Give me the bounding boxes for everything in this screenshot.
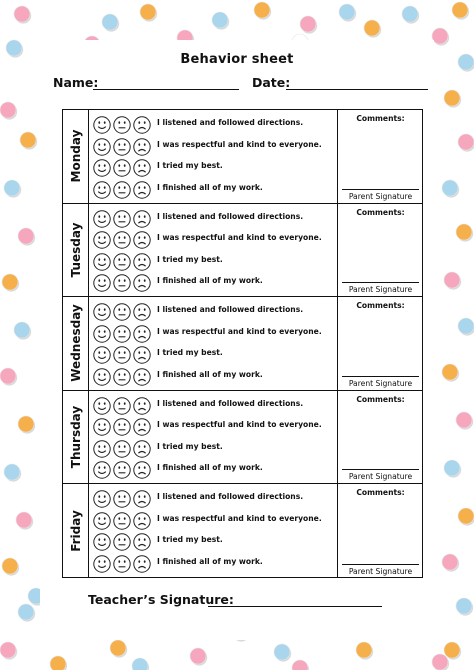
neutral-face-icon[interactable] [113, 181, 131, 199]
parent-signature-label: Parent Signature [348, 472, 413, 481]
neutral-face-icon[interactable] [113, 490, 131, 508]
statement-text: I listened and followed directions. [157, 492, 304, 501]
statement-text: I finished all of my work. [157, 369, 263, 379]
rating-faces [93, 368, 153, 386]
rating-faces [93, 210, 153, 228]
statement-text: I listened and followed directions. [157, 118, 304, 127]
sad-face-icon[interactable] [133, 512, 151, 530]
name-date-row [53, 75, 433, 93]
statement-rows [89, 110, 337, 203]
statement-row [89, 395, 337, 417]
rating-faces [93, 253, 153, 271]
parent-signature-label: Parent Signature [348, 191, 413, 201]
page-title: Behavior sheet [180, 52, 294, 67]
day-name: Monday [69, 129, 83, 183]
neutral-face-icon[interactable] [113, 210, 131, 228]
day-section-wednesday [63, 297, 422, 391]
rating-faces [93, 461, 153, 479]
comments-label: Comments: [356, 114, 405, 123]
rating-faces [93, 440, 153, 458]
teacher-signature-label: Teacher’s Signature: [88, 592, 234, 607]
statement-row [89, 416, 337, 438]
neutral-face-icon[interactable] [113, 368, 131, 386]
neutral-face-icon[interactable] [113, 116, 131, 134]
statement-row [89, 344, 337, 366]
parent-signature-line[interactable] [342, 282, 419, 283]
rating-faces [93, 397, 153, 415]
statement-rows [89, 484, 337, 578]
rating-faces [93, 274, 153, 292]
neutral-face-icon[interactable] [113, 397, 131, 415]
sad-face-icon[interactable] [133, 253, 151, 271]
day-section-thursday [63, 391, 422, 485]
statement-text: I finished all of my work. [157, 463, 263, 472]
sad-face-icon[interactable] [133, 461, 151, 479]
statement-text: I listened and followed directions. [157, 211, 304, 221]
parent-signature-line[interactable] [342, 376, 419, 377]
rating-faces [93, 555, 153, 573]
happy-face-icon[interactable] [93, 325, 111, 343]
statement-row [89, 136, 337, 158]
comments-cell[interactable] [337, 297, 423, 390]
statement-text: I finished all of my work. [157, 276, 263, 285]
statement-rows [89, 391, 337, 484]
statement-row [89, 157, 337, 179]
statement-row [89, 531, 337, 553]
rating-faces [93, 512, 153, 530]
day-label-cell [63, 297, 89, 390]
neutral-face-icon[interactable] [113, 274, 131, 292]
sad-face-icon[interactable] [133, 210, 151, 228]
rating-faces [93, 325, 153, 343]
happy-face-icon[interactable] [93, 210, 111, 228]
statement-text: I tried my best. [157, 441, 223, 451]
day-label-cell [63, 484, 89, 578]
comments-cell[interactable] [337, 204, 423, 297]
sad-face-icon[interactable] [133, 533, 151, 551]
happy-face-icon[interactable] [93, 440, 111, 458]
statement-rows [89, 204, 337, 297]
rating-faces [93, 181, 153, 199]
statement-text: I tried my best. [157, 348, 223, 357]
day-name: Wednesday [69, 304, 83, 383]
rating-faces [93, 418, 153, 436]
happy-face-icon[interactable] [93, 303, 111, 321]
sad-face-icon[interactable] [133, 303, 151, 321]
sad-face-icon[interactable] [133, 440, 151, 458]
statement-rows [89, 297, 337, 390]
day-label-cell [63, 204, 89, 297]
rating-faces [93, 533, 153, 551]
neutral-face-icon[interactable] [113, 512, 131, 530]
comments-label: Comments: [356, 394, 405, 404]
happy-face-icon[interactable] [93, 231, 111, 249]
day-label-cell [63, 110, 89, 203]
happy-face-icon[interactable] [93, 418, 111, 436]
statement-row [89, 208, 337, 230]
comments-label: Comments: [356, 301, 405, 310]
neutral-face-icon[interactable] [113, 325, 131, 343]
happy-face-icon[interactable] [93, 138, 111, 156]
statement-text: I was respectful and kind to everyone. [157, 233, 322, 242]
rating-faces [93, 303, 153, 321]
statement-row [89, 510, 337, 532]
statement-text: I listened and followed directions. [157, 398, 304, 408]
statement-row [89, 272, 337, 294]
happy-face-icon[interactable] [93, 274, 111, 292]
rating-faces [93, 231, 153, 249]
neutral-face-icon[interactable] [113, 159, 131, 177]
rating-faces [93, 138, 153, 156]
parent-signature-label: Parent Signature [348, 378, 413, 388]
date-field[interactable] [286, 89, 428, 90]
neutral-face-icon[interactable] [113, 346, 131, 364]
statement-row [89, 366, 337, 388]
neutral-face-icon[interactable] [113, 461, 131, 479]
day-name: Thursday [69, 405, 83, 468]
day-label-cell [63, 391, 89, 484]
parent-signature-line[interactable] [342, 469, 419, 470]
parent-signature-label: Parent Signature [348, 566, 413, 576]
statement-row [89, 251, 337, 273]
happy-face-icon[interactable] [93, 533, 111, 551]
day-section-friday [63, 484, 422, 578]
name-label: Name: [53, 75, 99, 90]
statement-row [89, 323, 337, 345]
happy-face-icon[interactable] [93, 461, 111, 479]
comments-label: Comments: [356, 488, 405, 497]
sad-face-icon[interactable] [133, 555, 151, 573]
statement-text: I tried my best. [157, 161, 223, 170]
statement-text: I was respectful and kind to everyone. [157, 326, 322, 336]
sad-face-icon[interactable] [133, 325, 151, 343]
sad-face-icon[interactable] [133, 138, 151, 156]
sad-face-icon[interactable] [133, 490, 151, 508]
teacher-signature-field[interactable] [208, 606, 382, 607]
day-section-monday [63, 110, 422, 204]
statement-text: I was respectful and kind to everyone. [157, 420, 322, 429]
rating-faces [93, 490, 153, 508]
neutral-face-icon[interactable] [113, 138, 131, 156]
day-name: Friday [69, 509, 83, 552]
sad-face-icon[interactable] [133, 368, 151, 386]
neutral-face-icon[interactable] [113, 555, 131, 573]
statement-row [89, 229, 337, 251]
happy-face-icon[interactable] [93, 159, 111, 177]
neutral-face-icon[interactable] [113, 231, 131, 249]
statement-text: I tried my best. [157, 254, 223, 264]
happy-face-icon[interactable] [93, 253, 111, 271]
happy-face-icon[interactable] [93, 116, 111, 134]
statement-text: I listened and followed directions. [157, 305, 304, 314]
sad-face-icon[interactable] [133, 181, 151, 199]
neutral-face-icon[interactable] [113, 440, 131, 458]
statement-row [89, 553, 337, 575]
date-label: Date: [252, 75, 291, 90]
sad-face-icon[interactable] [133, 274, 151, 292]
rating-faces [93, 346, 153, 364]
statement-row [89, 488, 337, 510]
statement-row [89, 114, 337, 136]
comments-label: Comments: [356, 207, 405, 217]
sad-face-icon[interactable] [133, 159, 151, 177]
comments-cell[interactable] [337, 110, 423, 203]
behavior-sheet [40, 40, 434, 640]
happy-face-icon[interactable] [93, 346, 111, 364]
teacher-signature-row [88, 592, 408, 610]
parent-signature-line[interactable] [342, 189, 419, 190]
day-section-tuesday [63, 204, 422, 298]
happy-face-icon[interactable] [93, 512, 111, 530]
statement-row [89, 438, 337, 460]
neutral-face-icon[interactable] [113, 303, 131, 321]
behavior-grid [62, 109, 423, 578]
comments-cell[interactable] [337, 391, 423, 484]
statement-row [89, 301, 337, 323]
sad-face-icon[interactable] [133, 116, 151, 134]
statement-text: I finished all of my work. [157, 182, 263, 192]
happy-face-icon[interactable] [93, 368, 111, 386]
sad-face-icon[interactable] [133, 231, 151, 249]
comments-cell[interactable] [337, 484, 423, 578]
statement-text: I finished all of my work. [157, 556, 263, 566]
happy-face-icon[interactable] [93, 397, 111, 415]
sad-face-icon[interactable] [133, 397, 151, 415]
neutral-face-icon[interactable] [113, 253, 131, 271]
statement-text: I was respectful and kind to everyone. [157, 139, 322, 149]
neutral-face-icon[interactable] [113, 418, 131, 436]
neutral-face-icon[interactable] [113, 533, 131, 551]
statement-row [89, 459, 337, 481]
statement-text: I was respectful and kind to everyone. [157, 513, 322, 523]
sad-face-icon[interactable] [133, 346, 151, 364]
happy-face-icon[interactable] [93, 490, 111, 508]
rating-faces [93, 116, 153, 134]
happy-face-icon[interactable] [93, 555, 111, 573]
happy-face-icon[interactable] [93, 181, 111, 199]
statement-row [89, 179, 337, 201]
parent-signature-label: Parent Signature [348, 285, 413, 294]
rating-faces [93, 159, 153, 177]
name-field[interactable] [93, 89, 239, 90]
parent-signature-line[interactable] [342, 564, 419, 565]
day-name: Tuesday [69, 222, 83, 278]
sad-face-icon[interactable] [133, 418, 151, 436]
statement-text: I tried my best. [157, 535, 223, 544]
